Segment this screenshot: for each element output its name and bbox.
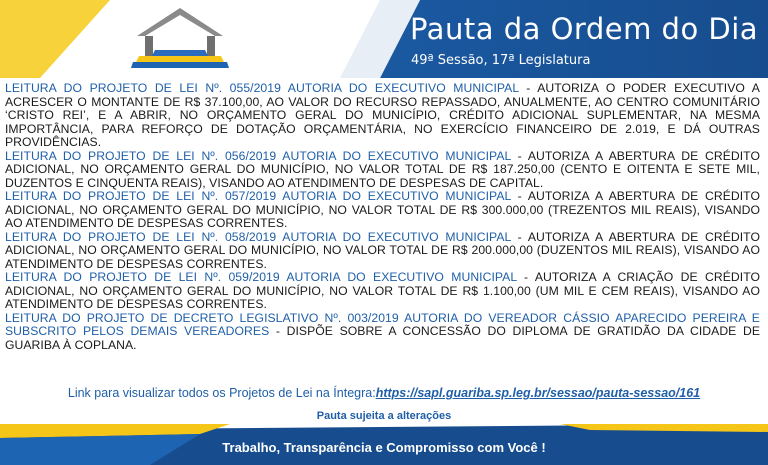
agenda-item xyxy=(5,150,760,191)
agenda-item-description: - AUTORIZA A ABERTURA DE CRÉDITO ADICIONAL, NO ORÇAMENTO GERAL DO MUNICÍPIO, NO VALOR TOTAL DE R$ 200.000,00 (DUZENTOS MIL REAIS), VISANDO AO ATENDIMENTO DE DESPESAS CORRENTES. xyxy=(5,229,760,271)
agenda-item xyxy=(5,82,760,150)
page-title: Pauta da Ordem do Dia xyxy=(410,12,759,46)
agenda-item-description: - AUTORIZA A CRIAÇÃO DE CRÉDITO ADICIONAL, NO ORÇAMENTO GERAL DO MUNICÍPIO, NO VALOR TOTAL DE R$ 1.100,00 (UM MIL E CEM REAIS), VISANDO AO ATENDIMENTO DE DESPESAS CORRENTES. xyxy=(5,270,760,311)
agenda-item-description: - AUTORIZA A ABERTURA DE CRÉDITO ADICIONAL, NO ORÇAMENTO GERAL DO MUNICÍPIO, NO VALOR TOTAL DE R$ 187.250,00 (CENTO E OITENTA E SETE MIL, DUZENTOS E CINQUENTA REAIS), VISANDO AO ATENDIMENTO DE DESPESAS DE CAPITAL. xyxy=(5,148,760,190)
agenda-item-heading: LEITURA DO PROJETO DE LEI Nº. 057/2019 AUTORIA DO EXECUTIVO MUNICIPAL xyxy=(5,189,511,203)
projects-url-link[interactable]: https://sapl.guariba.sp.leg.br/sessao/pauta-sessao/161 xyxy=(375,386,701,400)
chamber-building-logo-icon xyxy=(125,6,235,72)
agenda-item xyxy=(5,190,760,231)
agenda-item xyxy=(5,231,760,272)
agenda-item-heading: LEITURA DO PROJETO DE DECRETO LEGISLATIVO Nº. 003/2019 AUTORIA DO VEREADOR CÁSSIO APARECIDO PEREIRA E SUBSCRITO PELOS DEMAIS VEREADORES xyxy=(5,310,760,338)
full-text-link-line xyxy=(0,386,768,400)
agenda-item xyxy=(5,312,760,353)
agenda-disclaimer: Pauta sujeita a alterações xyxy=(316,410,452,422)
agenda-item-heading: LEITURA DO PROJETO DE LEI Nº. 056/2019 AUTORIA DO EXECUTIVO MUNICIPAL xyxy=(5,148,511,163)
header-banner xyxy=(0,0,768,78)
footer-banner xyxy=(0,424,768,465)
agenda-item-heading: LEITURA DO PROJETO DE LEI Nº. 055/2019 AUTORIA DO EXECUTIVO MUNICIPAL xyxy=(5,81,519,95)
agenda-item-heading: LEITURA DO PROJETO DE LEI Nº. 058/2019 AUTORIA DO EXECUTIVO MUNICIPAL xyxy=(5,229,511,244)
agenda-item-description: - AUTORIZA A ABERTURA DE CRÉDITO ADICIONAL, NO ORÇAMENTO GERAL DO MUNICÍPIO, NO VALOR TOTAL DE R$ 300.000,00 (TREZENTOS MIL REAIS), VISANDO AO ATENDIMENTO DE DESPESAS CORRENTES. xyxy=(5,189,760,230)
agenda-item xyxy=(5,271,760,312)
agenda-item-description: - AUTORIZA O PODER EXECUTIVO A ACRESCER O MONTANTE DE R$ 37.100,00, AO VALOR DO RECURSO REPASSADO, ANUALMENTE, AO CENTRO COMUNITÁRIO ‘CRISTO REI’, E A ABRIR, NO ORÇAMENTO GERAL DO MUNICÍPIO, CRÉDITO ADICIONAL SUPLEMENTAR, NA MESMA IMPORTÂNCIA, PARA REFORÇO DE DOTAÇÃO ORÇAMENTÁRIA, NO EXERCÍCIO FINANCEIRO DE 2.019, E DÁ OUTRAS PROVIDÊNCIAS. xyxy=(5,81,760,149)
session-subtitle: 49ª Sessão, 17ª Legislatura xyxy=(411,53,591,68)
agenda-item-description: - DISPÕE SOBRE A CONCESSÃO DO DIPLOMA DE GRATIDÃO DA CIDADE DE GUARIBA À COPLANA. xyxy=(5,324,761,352)
agenda-item-heading: LEITURA DO PROJETO DE LEI Nº. 059/2019 AUTORIA DO EXECUTIVO MUNICIPAL xyxy=(5,270,517,284)
agenda-list xyxy=(5,82,760,352)
link-label: Link para visualizar todos os Projetos de Lei na Íntegra: xyxy=(67,386,376,400)
footer-slogan: Trabalho, Transparência e Compromisso com Você ! xyxy=(222,440,546,455)
